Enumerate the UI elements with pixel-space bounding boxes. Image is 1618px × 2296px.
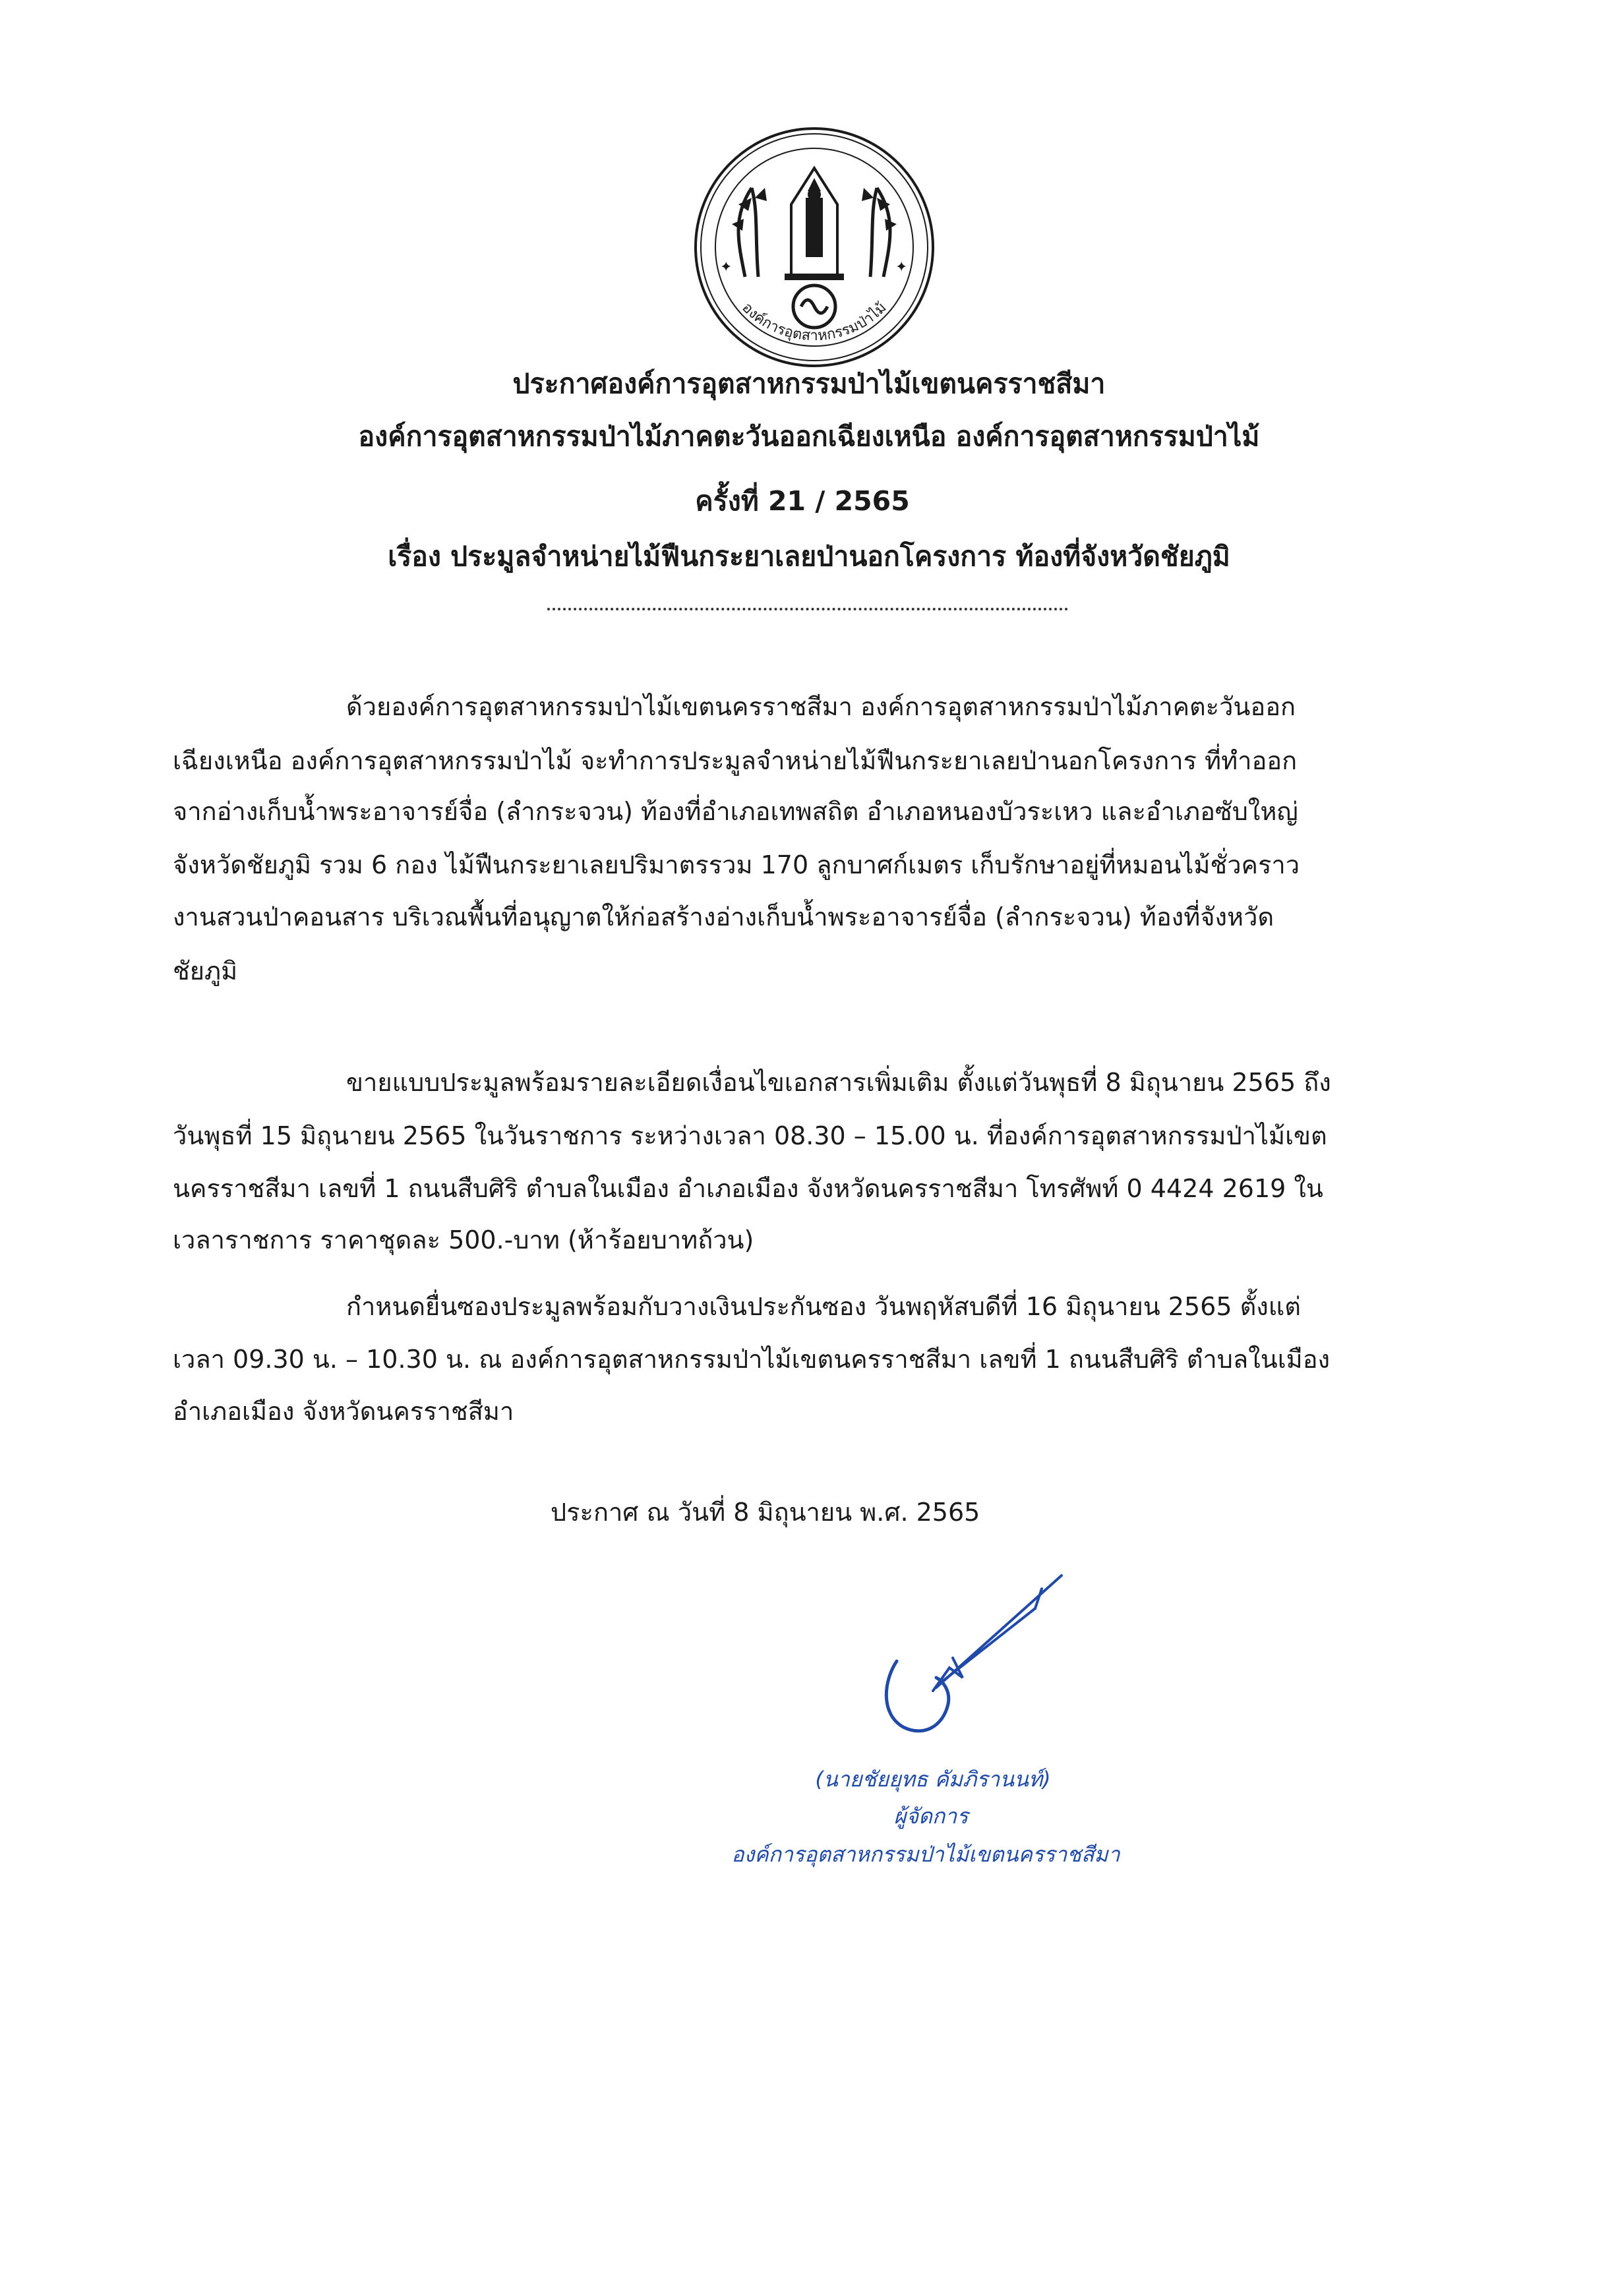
- paragraph-1-line: เฉียงเหนือ องค์การอุตสาหกรรมป่าไม้ จะทำการประมูลจำหน่ายไม้ฟืนกระยาเลยป่านอกโครงการ ที่ทำออก: [173, 746, 1298, 775]
- organization-subtitle: องค์การอุตสาหกรรมป่าไม้ภาคตะวันออกเฉียงเหนือ องค์การอุตสาหกรรมป่าไม้: [358, 421, 1260, 452]
- signatory-organization: องค์การอุตสาหกรรมป่าไม้เขตนครราชสีมา: [731, 1842, 1120, 1867]
- svg-text:✦: ✦: [720, 259, 733, 276]
- paragraph-1-line: ชัยภูมิ: [173, 957, 238, 986]
- signatory-position: ผู้จัดการ: [893, 1804, 969, 1829]
- paragraph-1-line: จากอ่างเก็บน้ำพระอาจารย์จื่อ (ลำกระจวน) ท้องที่อำเภอเทพสถิต อำเภอหนองบัวระเหว และอำเภอซับใหญ่: [173, 797, 1298, 826]
- svg-text:✦: ✦: [895, 259, 908, 276]
- paragraph-2-line: เวลาราชการ ราคาชุดละ 500.-บาท (ห้าร้อยบาทถ้วน): [173, 1225, 754, 1254]
- title-divider: [547, 605, 1068, 610]
- seal-emblem-icon: [692, 125, 936, 369]
- paragraph-1-line: งานสวนป่าคอนสาร บริเวณพื้นที่อนุญาตให้ก่อสร้างอ่างเก็บน้ำพระอาจารย์จื่อ (ลำกระจวน) ท้องที่จังหวัด: [173, 902, 1274, 931]
- signature-scribble: [870, 1562, 1081, 1760]
- announcement-subject: เรื่อง ประมูลจำหน่ายไม้ฟืนกระยาเลยป่านอกโครงการ ท้องที่จังหวัดชัยภูมิ: [388, 541, 1230, 572]
- paragraph-1-line: ด้วยองค์การอุตสาหกรรมป่าไม้เขตนครราชสีมา องค์การอุตสาหกรรมป่าไม้ภาคตะวันออก: [346, 692, 1296, 721]
- paragraph-2-line: ขายแบบประมูลพร้อมรายละเอียดเงื่อนไขเอกสารเพิ่มเติม ตั้งแต่วันพุธที่ 8 มิถุนายน 2565 ถึง: [346, 1068, 1331, 1097]
- paragraph-2-line: วันพุธที่ 15 มิถุนายน 2565 ในวันราชการ ระหว่างเวลา 08.30 – 15.00 น. ที่องค์การอุตสาหกรรมป่าไม้เขต: [173, 1121, 1327, 1150]
- announcement-number: ครั้งที่ 21 / 2565: [695, 485, 910, 517]
- announcement-date: ประกาศ ณ วันที่ 8 มิถุนายน พ.ศ. 2565: [551, 1498, 980, 1527]
- paragraph-3-line: อำเภอเมือง จังหวัดนครราชสีมา: [173, 1397, 514, 1426]
- signatory-name: (นายชัยยุทธ คัมภิรานนท์): [815, 1767, 1051, 1792]
- announcement-title: ประกาศองค์การอุตสาหกรรมป่าไม้เขตนครราชสีมา: [512, 368, 1106, 399]
- seal-ring-text: องค์การอุตสาหกรรมป่าไม้: [738, 299, 890, 345]
- paragraph-2-line: นครราชสีมา เลขที่ 1 ถนนสืบศิริ ตำบลในเมือง อำเภอเมือง จังหวัดนครราชสีมา โทรศัพท์ 0 4424 2619 ใน: [173, 1174, 1323, 1203]
- paragraph-3-line: เวลา 09.30 น. – 10.30 น. ณ องค์การอุตสาหกรรมป่าไม้เขตนครราชสีมา เลขที่ 1 ถนนสืบศิริ ตำบลในเมือง: [173, 1345, 1331, 1374]
- paragraph-1-line: จังหวัดชัยภูมิ รวม 6 กอง ไม้ฟืนกระยาเลยปริมาตรรวม 170 ลูกบาศก์เมตร เก็บรักษาอยู่ที่หมอนไม้ชั่วคราว: [173, 850, 1300, 879]
- paragraph-3-line: กำหนดยื่นซองประมูลพร้อมกับวางเงินประกันซอง วันพฤหัสบดีที่ 16 มิถุนายน 2565 ตั้งแต่: [346, 1292, 1301, 1321]
